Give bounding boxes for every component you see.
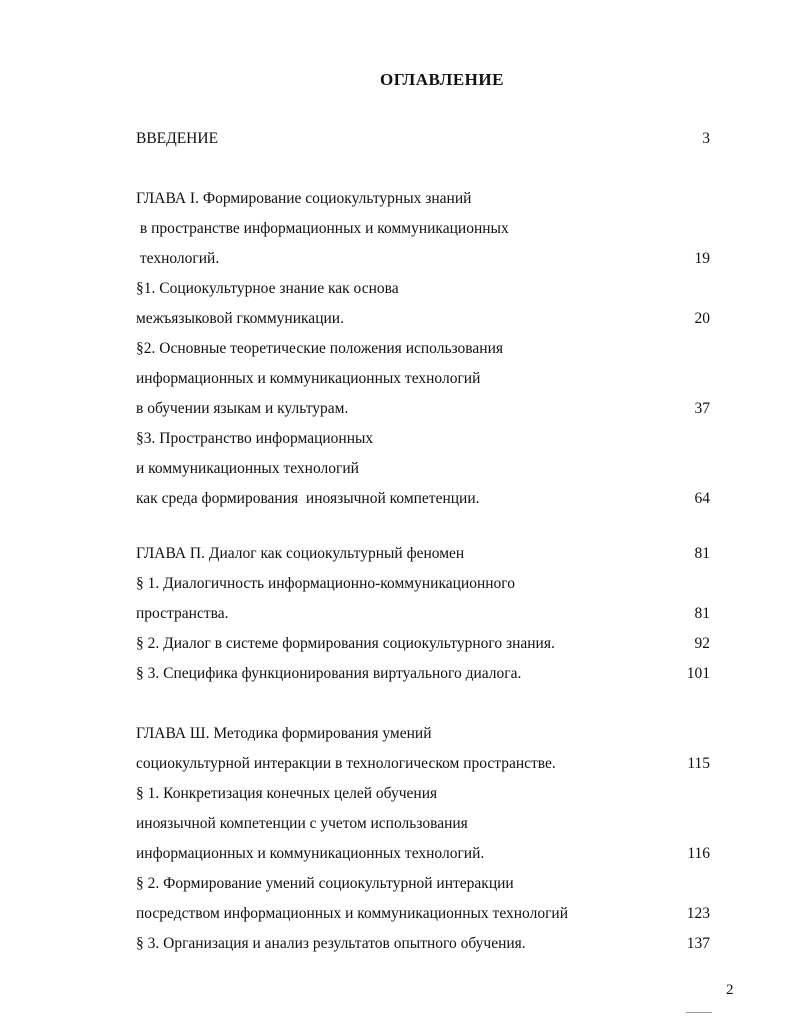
toc-ch1-s3-line2: и коммуникационных технологий: [136, 460, 359, 477]
toc-page-intro: 3: [702, 130, 710, 147]
toc-ch3-s1-line3: информационных и коммуникационных технологий.: [136, 845, 485, 862]
toc-ch1-s2-line1: §2. Основные теоретические положения использования: [136, 340, 504, 357]
toc-ch3-s1-line1: § 1. Конкретизация конечных целей обучения: [136, 785, 438, 802]
toc-ch2-s1-line1: § 1. Диалогичность информационно-коммуникационного: [136, 575, 516, 592]
toc-page-ch1-s2: 37: [694, 400, 710, 417]
toc-page-ch3-s2: 123: [686, 905, 710, 922]
toc-page-ch1-s3: 64: [694, 490, 710, 507]
toc-page-chapter3: 115: [687, 755, 710, 772]
footer-rule: [686, 1012, 712, 1014]
toc-chapter1-line1: ГЛАВА I. Формирование социокультурных знаний: [136, 190, 472, 207]
toc-ch2-s2-line1: § 2. Диалог в системе формирования социокультурного знания.: [136, 635, 555, 652]
toc-page-ch2-s2: 92: [694, 635, 710, 652]
toc-chapter3-line2: социокультурной интеракции в технологическом пространстве.: [136, 755, 556, 772]
toc-page-ch1-s1: 20: [694, 310, 710, 327]
toc-page-chapter1: 19: [694, 250, 710, 267]
toc-entry-intro: ВВЕДЕНИЕ: [136, 130, 219, 147]
toc-page-ch2-s1: 81: [694, 605, 710, 622]
toc-ch2-s3-line1: § 3. Специфика функционирования виртуального диалога.: [136, 665, 522, 682]
toc-chapter3-line1: ГЛАВА Ш. Методика формирования умений: [136, 725, 432, 742]
toc-page-ch3-s3: 137: [686, 935, 710, 952]
toc-ch3-s2-line2: посредством информационных и коммуникационных технологий: [136, 905, 569, 922]
toc-chapter1-line3: технологий.: [136, 250, 220, 267]
toc-ch1-s1-line2: межъязыковой гкоммуникации.: [136, 310, 344, 327]
toc-ch3-s3-line1: § 3. Организация и анализ результатов опытного обучения.: [136, 935, 526, 952]
toc-ch1-s2-line2: информационных и коммуникационных технологий: [136, 370, 481, 387]
toc-title: ОГЛАВЛЕНИЕ: [380, 70, 504, 89]
toc-page-chapter2: 81: [694, 545, 710, 562]
toc-page-ch3-s1: 116: [687, 845, 710, 862]
toc-ch3-s2-line1: § 2. Формирование умений социокультурной интеракции: [136, 875, 514, 892]
toc-ch1-s2-line3: в обучении языкам и культурам.: [136, 400, 349, 417]
toc-ch1-s1-line1: §1. Социокультурное знание как основа: [136, 280, 399, 297]
toc-page-ch2-s3: 101: [686, 665, 710, 682]
toc-ch2-s1-line2: пространства.: [136, 605, 229, 622]
toc-chapter2-line1: ГЛАВА П. Диалог как социокультурный феномен: [136, 545, 465, 562]
toc-ch1-s3-line1: §3. Пространство информационных: [136, 430, 374, 447]
toc-ch3-s1-line2: иноязычной компетенции с учетом использования: [136, 815, 468, 832]
toc-chapter1-line2: в пространстве информационных и коммуникационных: [136, 220, 509, 237]
page-number: 2: [726, 982, 734, 998]
toc-ch1-s3-line3: как среда формирования иноязычной компетенции.: [136, 490, 480, 507]
